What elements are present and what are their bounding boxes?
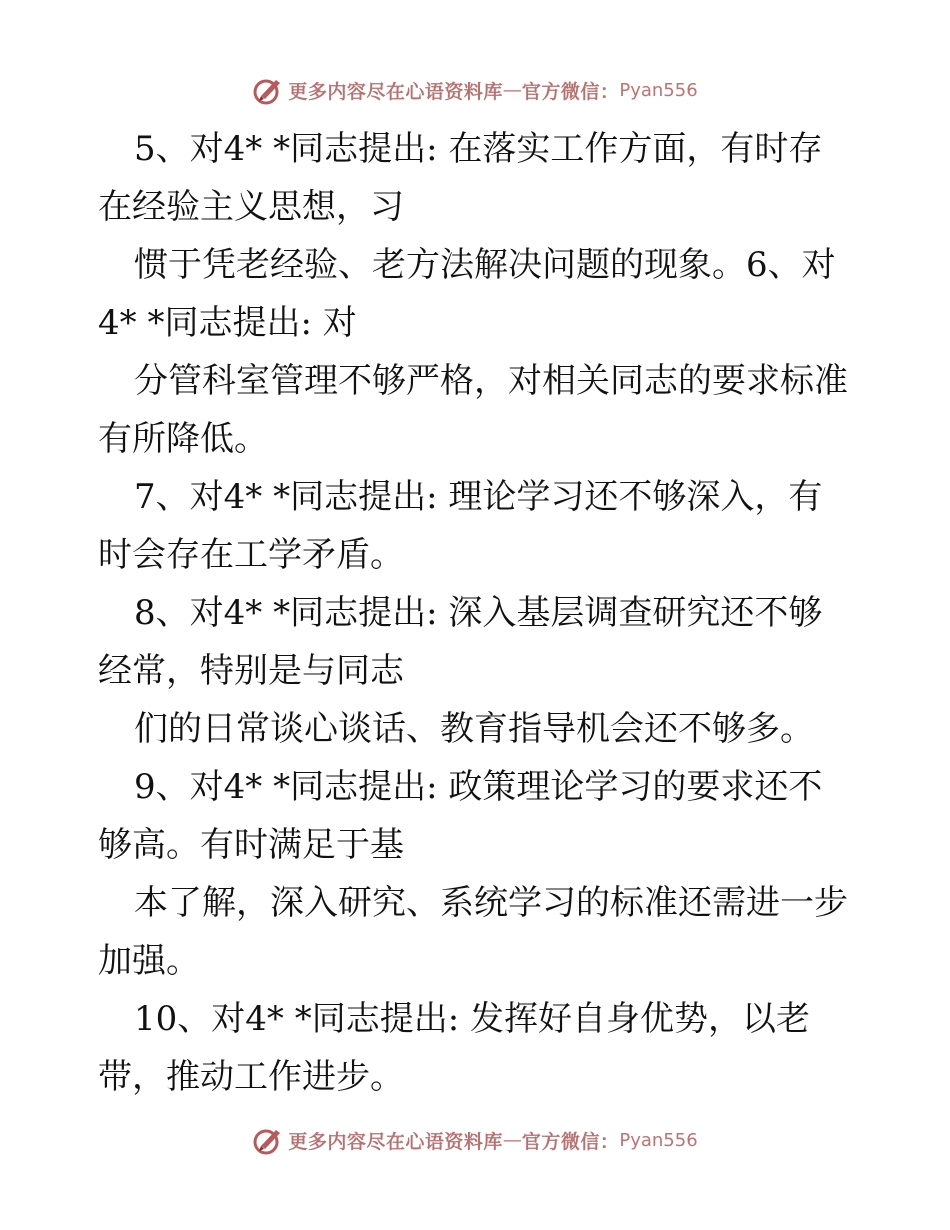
text-line: 时会存在工学矛盾。 [98,535,404,575]
text-line: 在经验主义思想，习 [98,187,404,227]
text-line: 8、对4* *同志提出: 深入基层调查研究还不够 [134,593,823,633]
text-line: 5、对4* *同志提出: 在落实工作方面，有时存 [134,129,823,169]
watermark-account: Pyan556 [619,79,698,101]
text-line: 4* *同志提出: 对 [98,303,357,343]
text-line: 7、对4* *同志提出: 理论学习还不够深入，有 [134,477,823,517]
watermark-dash: — [502,1129,522,1151]
watermark-text: 更多内容尽在心语资料库 [288,1130,503,1153]
watermark-label: 官方微信： [521,80,620,103]
text-line: 本了解，深入研究、系统学习的标准还需进一步 [134,883,848,923]
text-line: 带，推动工作进步。 [98,1057,404,1097]
footer-watermark [0,1120,950,1160]
watermark-text: 更多内容尽在心语资料库 [288,80,503,103]
watermark-dash: — [502,79,522,101]
text-line: 加强。 [98,941,200,981]
header-watermark [0,70,950,110]
text-line: 够高。有时满足于基 [98,825,404,865]
text-line: 分管科室管理不够严格，对相关同志的要求标准 [134,361,848,401]
text-line: 们的日常谈心谈话、教育指导机会还不够多。 [134,709,814,749]
text-line: 有所降低。 [98,419,268,459]
watermark-account: Pyan556 [619,1129,698,1151]
watermark-label: 官方微信： [521,1130,620,1153]
text-line: 10、对4* *同志提出: 发挥好自身优势，以老 [134,999,810,1039]
text-line: 惯于凭老经验、老方法解决问题的现象。6、对 [134,245,836,285]
document-body [98,120,853,1106]
text-line: 9、对4* *同志提出: 政策理论学习的要求还不 [134,767,823,807]
quill-pen-logo-icon [252,1124,284,1156]
text-line: 经常，特别是与同志 [98,651,404,691]
quill-pen-logo-icon [252,74,284,106]
